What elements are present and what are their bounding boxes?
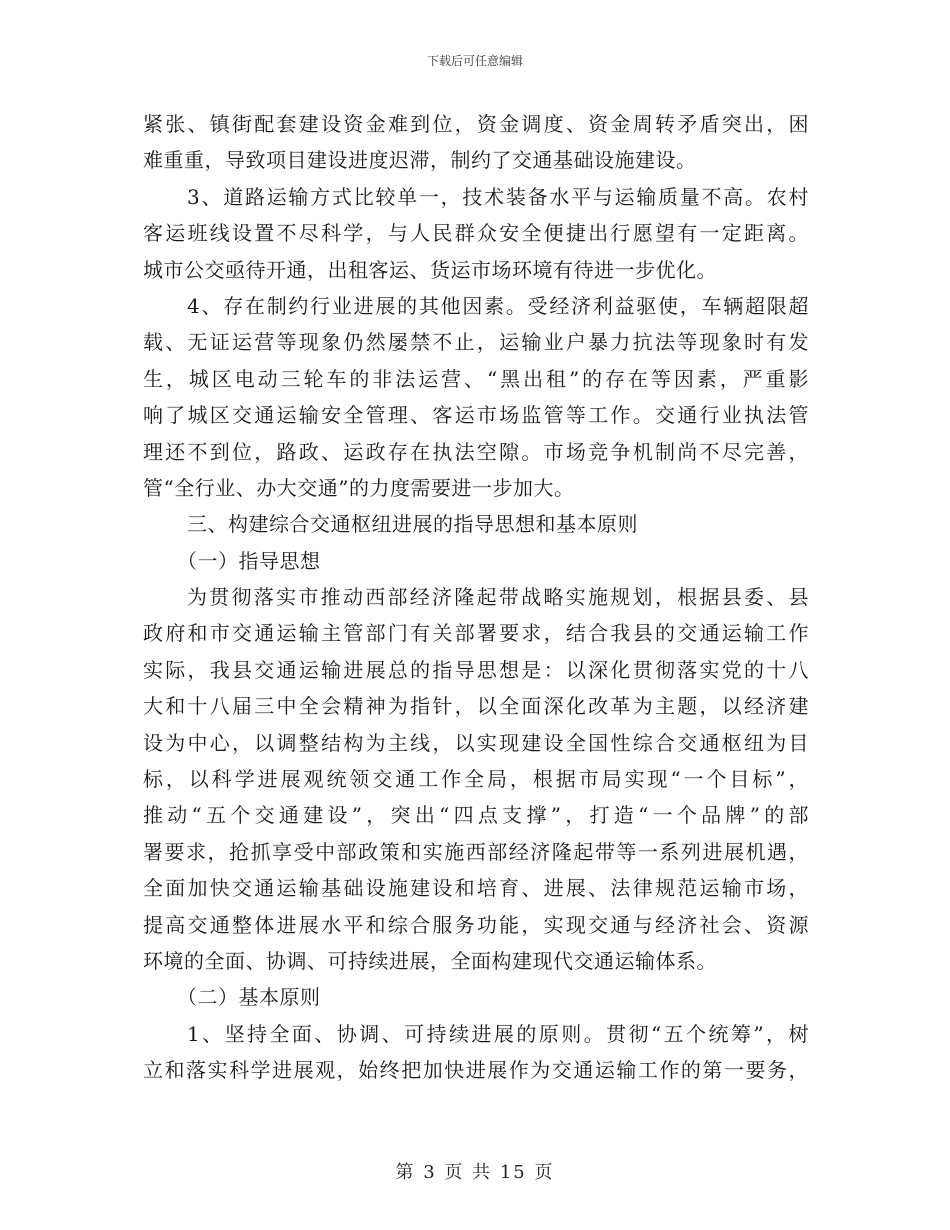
text-line: 理还不到位，路政、运政存在执法空隙。市场竞争机制尚不尽完善， (143, 439, 809, 464)
text-line: 标，以科学进展观统领交通工作全局，根据市局实现“一个目标”， (143, 767, 809, 792)
paragraph-item-4: 4、存在制约行业进展的其他因素。受经济利益驱使，车辆超限超 (187, 293, 809, 318)
text-line: 响了城区交通运输安全管理、客运市场监管等工作。交通行业执法管 (143, 403, 809, 428)
text-line: 政府和市交通运输主管部门有关部署要求，结合我县的交通运输工作 (143, 621, 809, 646)
text-line: 紧张、镇街配套建设资金难到位，资金调度、资金周转矛盾突出，困 (143, 112, 809, 136)
page-header: 下载后可任意编辑 (426, 54, 523, 68)
text-line: 为贯彻落实市推动西部经济隆起带战略实施规划，根据县委、县 (187, 585, 809, 610)
subsection-heading: （一）指导思想 (177, 548, 321, 573)
text-line: 实际，我县交通运输进展总的指导思想是：以深化贯彻落实党的十八 (143, 657, 809, 682)
text-line: 环境的全面、协调、可持续进展，全面构建现代交通运输体系。 (143, 948, 717, 973)
text-line: 署要求，抢抓享受中部政策和实施西部经济隆起带等一系列进展机遇， (143, 839, 809, 864)
text-line: 设为中心，以调整结构为主线，以实现建设全国性综合交通枢纽为目 (143, 730, 809, 755)
text-line: 推动“五个交通建设”，突出“四点支撑”，打造“一个品牌”的部 (143, 803, 809, 828)
page-footer: 第 3 页 共 15 页 (395, 1162, 555, 1183)
text-line: 生，城区电动三轮车的非法运营、“黑出租”的存在等因素，严重影 (143, 366, 809, 391)
text-line: 管“全行业、办大交通”的力度需要进一步加大。 (143, 475, 575, 500)
text-line: 城市公交亟待开通，出租客运、货运市场环境有待进一步优化。 (143, 257, 717, 282)
text-line: 客运班线设置不尽科学，与人民群众安全便捷出行愿望有一定距离。 (143, 221, 809, 246)
paragraph-item-1: 1、坚持全面、协调、可持续进展的原则。贯彻“五个统筹”，树 (187, 1021, 809, 1046)
text-line: 提高交通整体进展水平和综合服务功能，实现交通与经济社会、资源 (143, 912, 809, 937)
text-line: 载、无证运营等现象仍然屡禁不止，运输业户暴力抗法等现象时有发 (143, 330, 809, 355)
paragraph-item-3: 3、道路运输方式比较单一，技术装备水平与运输质量不高。农村 (187, 184, 809, 209)
text-line: 大和十八届三中全会精神为指针，以全面深化改革为主题，以经济建 (143, 694, 809, 719)
text-line: 难重重，导致项目建设进度迟滞，制约了交通基础设施建设。 (143, 148, 697, 173)
document-body (143, 106, 809, 1089)
text-line: 立和落实科学进展观，始终把加快进展作为交通运输工作的第一要务， (143, 1058, 809, 1083)
text-line: 全面加快交通运输基础设施建设和培育、进展、法律规范运输市场， (143, 876, 809, 901)
section-heading: 三、构建综合交通枢纽进展的指导思想和基本原则 (187, 512, 638, 537)
subsection-heading: （二）基本原则 (177, 985, 321, 1010)
